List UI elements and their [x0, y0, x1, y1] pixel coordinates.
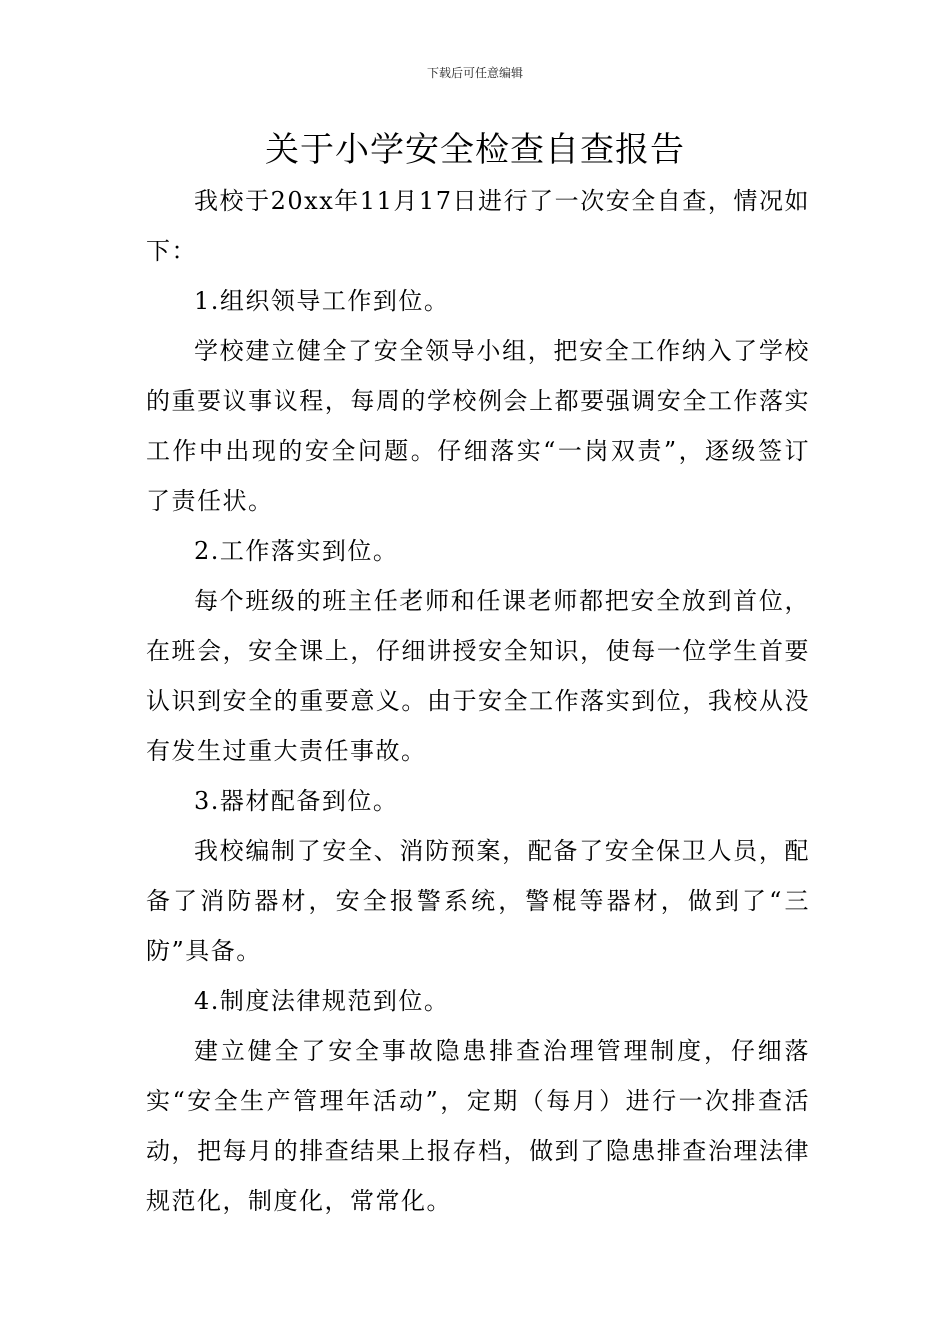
document-body — [146, 176, 810, 1226]
section-1-heading: 1.组织领导工作到位。 — [194, 287, 450, 315]
section-2-heading: 2.工作落实到位。 — [194, 537, 399, 565]
intro-paragraph: 我校于20xx年11月17日进行了一次安全自查，情况如下： — [146, 187, 810, 265]
section-4-heading: 4.制度法律规范到位。 — [194, 987, 450, 1015]
section-2-body: 每个班级的班主任老师和任课老师都把安全放到首位，在班会，安全课上，仔细讲授安全知识，使每一位学生首要认识到安全的重要意义。由于安全工作落实到位，我校从没有发生过重大责任事故。 — [146, 587, 810, 765]
document-title: 关于小学安全检查自查报告 — [265, 130, 685, 170]
section-3-heading: 3.器材配备到位。 — [194, 787, 399, 815]
section-3-body: 我校编制了安全、消防预案，配备了安全保卫人员，配备了消防器材，安全报警系统，警棍等器材，做到了“三防”具备。 — [146, 837, 810, 965]
section-4-body: 建立健全了安全事故隐患排查治理管理制度，仔细落实“安全生产管理年活动”，定期（每月）进行一次排查活动，把每月的排查结果上报存档，做到了隐患排查治理法律规范化，制度化，常常化。 — [146, 1037, 810, 1215]
section-1-body: 学校建立健全了安全领导小组，把安全工作纳入了学校的重要议事议程，每周的学校例会上都要强调安全工作落实工作中出现的安全问题。仔细落实“一岗双责”，逐级签订了责任状。 — [146, 337, 810, 515]
header-note: 下载后可任意编辑 — [426, 66, 523, 80]
